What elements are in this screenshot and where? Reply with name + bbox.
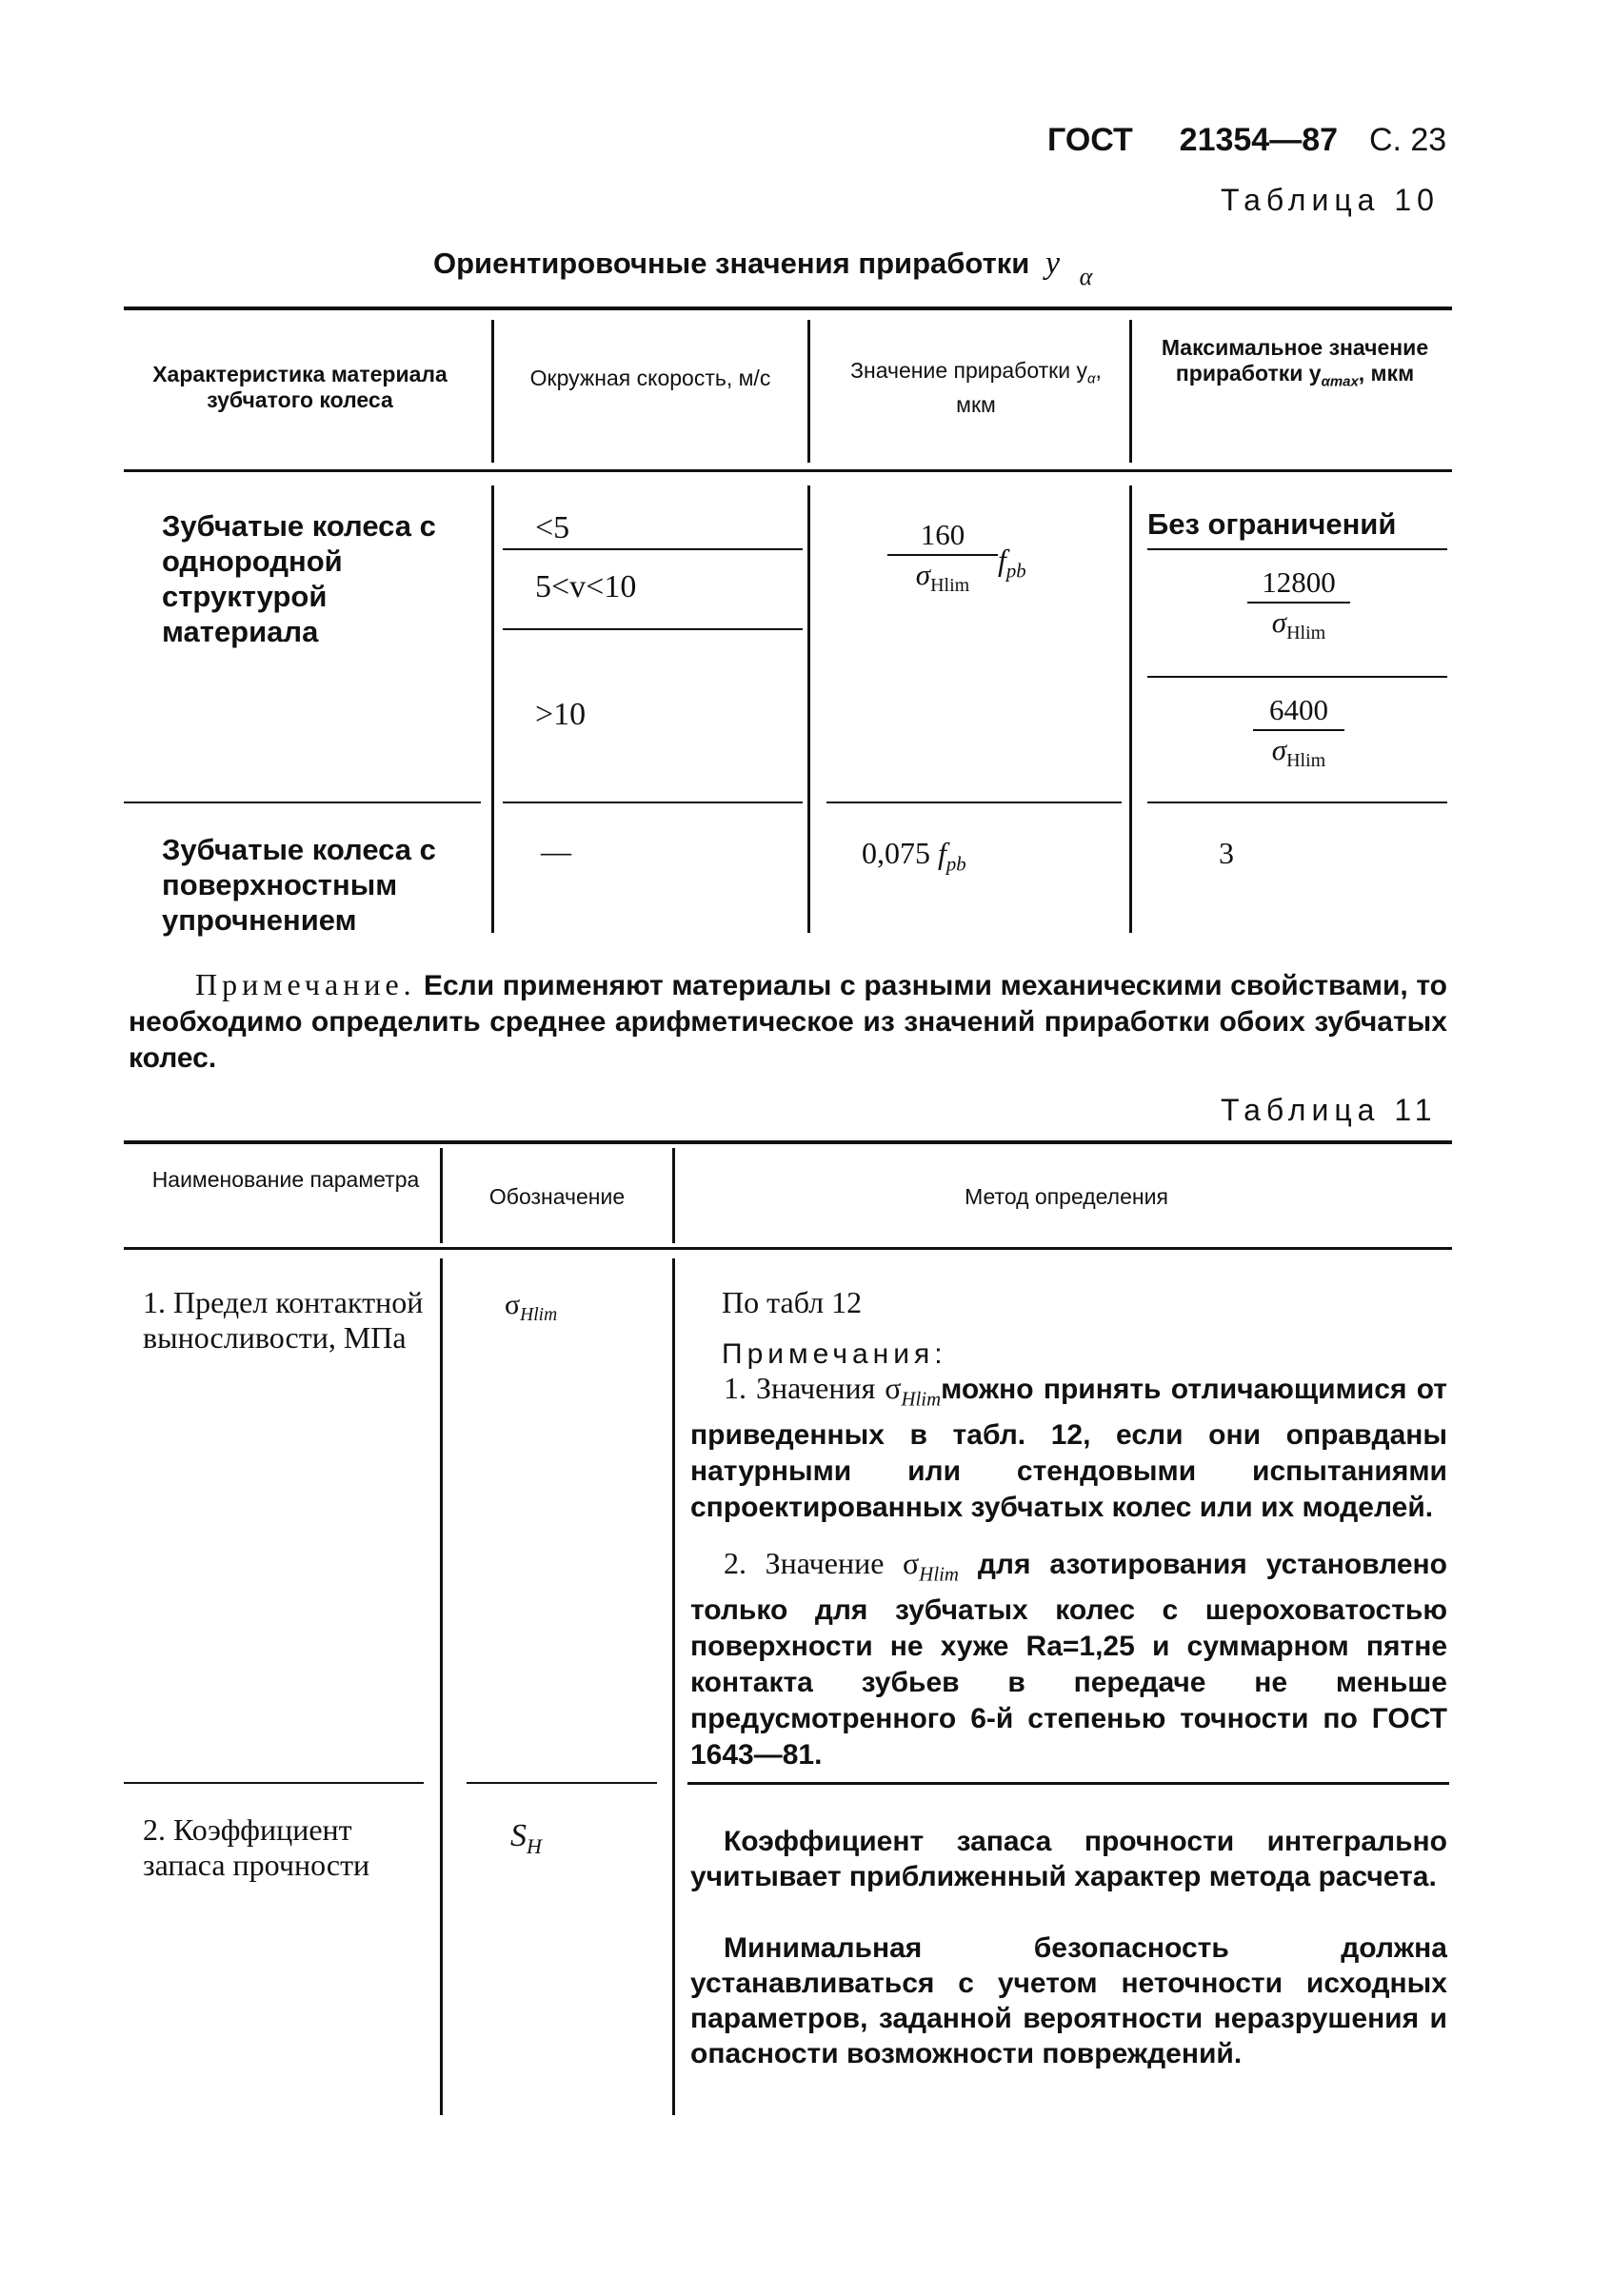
t11-vline-2 bbox=[672, 1258, 675, 2115]
table10-note bbox=[129, 967, 1447, 1076]
table11-top-rule bbox=[124, 1140, 1452, 1144]
table10-top-rule bbox=[124, 307, 1452, 310]
frac-den: $\sigma_{Hlim}$ bbox=[1271, 733, 1326, 772]
t10-vline-2h bbox=[807, 320, 810, 463]
t11-row-rule-c bbox=[687, 1782, 1449, 1785]
note-text: Если применяют материалы с разными механическими свойствами, то необходимо определить среднее арифметическое из значений приработки обоих зубчатых колес. bbox=[129, 970, 1447, 1074]
t10-group-rule-a bbox=[124, 802, 481, 803]
frac-num: 12800 bbox=[1247, 564, 1350, 604]
t10-g2-value: 0,075 $f_{pb}$ bbox=[862, 836, 966, 876]
t10-g1-speed-2: 5<v<10 bbox=[535, 569, 637, 604]
t11-vline-2h bbox=[672, 1148, 675, 1243]
t10-group-rule-d bbox=[1147, 802, 1447, 803]
t10-vline-2 bbox=[807, 485, 810, 933]
t11-r2-para-1: Коэффициент запаса прочности интегрально учитывает приближенный характер метода расчета. bbox=[690, 1826, 1447, 1892]
t11-row-rule-b bbox=[467, 1782, 657, 1784]
t11-vline-1h bbox=[440, 1148, 443, 1243]
t10-g1-material: Зубчатые колеса с однородной структурой материала bbox=[162, 509, 436, 648]
t10-vline-3 bbox=[1129, 485, 1132, 933]
t10-group-rule-b bbox=[503, 802, 803, 803]
t11-row-rule-a bbox=[124, 1782, 424, 1784]
frac-den: $\sigma_{Hlim}$ bbox=[1271, 605, 1326, 644]
t10-g2-speed: — bbox=[541, 834, 571, 868]
t10-group-rule-c bbox=[826, 802, 1122, 803]
frac-den: $\sigma_{Hlim}$ bbox=[915, 558, 970, 597]
t11-r2-symbol: $S_H$ bbox=[510, 1818, 542, 1858]
t10-g1-max-1: Без ограничений bbox=[1147, 507, 1397, 541]
t10-vline-3h bbox=[1129, 320, 1132, 463]
t10-col-speed: Окружная скорость, м/с bbox=[529, 366, 771, 390]
t11-r1-note-1: 1. Значения $\sigma_{Hlim}можно$ принять отличающимися от приведенных в табл. 12, если они оправданы натурными или стендовыми испытаниями спроектированных зубчатых колес или их моделей. bbox=[690, 1371, 1447, 1524]
header-number: 21354—87 bbox=[1179, 122, 1339, 158]
t11-r1-method-ref: По табл 12 bbox=[722, 1285, 863, 1319]
header-page: С. 23 bbox=[1368, 122, 1447, 158]
t10-g1-max-3-fraction bbox=[1253, 691, 1344, 780]
t10-speed-rule-1 bbox=[503, 548, 803, 550]
t11-col-param: Наименование параметра bbox=[151, 1167, 420, 1192]
note-label: Примечание. bbox=[195, 967, 416, 1001]
t10-col-max: Максимальное значение приработки $y_{\alpha max}$, мкм bbox=[1161, 335, 1429, 390]
t11-r1-symbol: $\sigma_{Hlim}$ bbox=[505, 1289, 558, 1325]
t10-g2-max: 3 bbox=[1219, 836, 1234, 870]
t10-g2-material: Зубчатые колеса с поверхностным упрочнением bbox=[162, 833, 436, 937]
t10-g1-value-fraction bbox=[887, 516, 998, 604]
t10-col-material: Характеристика материала зубчатого колеса bbox=[152, 362, 448, 412]
table10-title-text: Ориентировочные значения приработки bbox=[433, 247, 1030, 280]
t11-r2-param: 2. Коэффициент запаса прочности bbox=[143, 1812, 370, 1882]
t10-g1-max-2-fraction bbox=[1247, 564, 1350, 652]
t10-vline-1h bbox=[491, 320, 494, 463]
t10-max-rule-1 bbox=[1147, 548, 1447, 550]
title-symbol: y bbox=[1045, 246, 1061, 281]
t10-vline-1 bbox=[491, 485, 494, 933]
t10-max-rule-2 bbox=[1147, 676, 1447, 678]
table10-title bbox=[433, 246, 1093, 290]
t10-g1-speed-1: <5 bbox=[535, 510, 570, 545]
table11-caption: Таблица 11 bbox=[1221, 1093, 1438, 1127]
frac-num: 6400 bbox=[1253, 691, 1344, 731]
t11-col-symbol: Обозначение bbox=[488, 1184, 626, 1209]
t10-col-value: Значение приработки $y_\alpha$, мкм bbox=[850, 358, 1102, 417]
table11-header-rule bbox=[124, 1247, 1452, 1250]
t11-col-method: Метод определения bbox=[965, 1184, 1168, 1209]
t11-r1-param: 1. Предел контактной выносливости, МПа bbox=[143, 1285, 424, 1355]
frac-num: 160 bbox=[887, 516, 998, 556]
t11-r2-para-2: Минимальная безопасность должна устанавливаться с учетом неточности исходных параметров, заданной вероятности неразрушения и опасности возможности повреждений. bbox=[690, 1932, 1447, 2069]
t10-g1-value-factor: $f_{pb}$ bbox=[998, 543, 1026, 583]
table10-header-rule bbox=[124, 469, 1452, 472]
t11-r1-note-2: 2. Значение $\sigma_{Hlim}$ для азотирования установлено только для зубчатых колес с шероховатостью поверхности не хуже Ra=1,25 и суммарном пятне контакта зубьев в передаче не меньше предусмотренного 6-й степенью точности по ГОСТ 1643—81. bbox=[690, 1546, 1447, 1771]
t10-g1-speed-3: >10 bbox=[535, 697, 587, 732]
t11-r1-notes-label: Примечания: bbox=[722, 1338, 947, 1370]
table10-caption: Таблица 10 bbox=[1221, 183, 1440, 217]
header-standard: ГОСТ bbox=[1047, 122, 1133, 158]
t11-vline-1 bbox=[440, 1258, 443, 2115]
title-symbol-sub: α bbox=[1079, 263, 1093, 290]
page-header bbox=[1047, 122, 1446, 159]
t10-speed-rule-2 bbox=[503, 628, 803, 630]
